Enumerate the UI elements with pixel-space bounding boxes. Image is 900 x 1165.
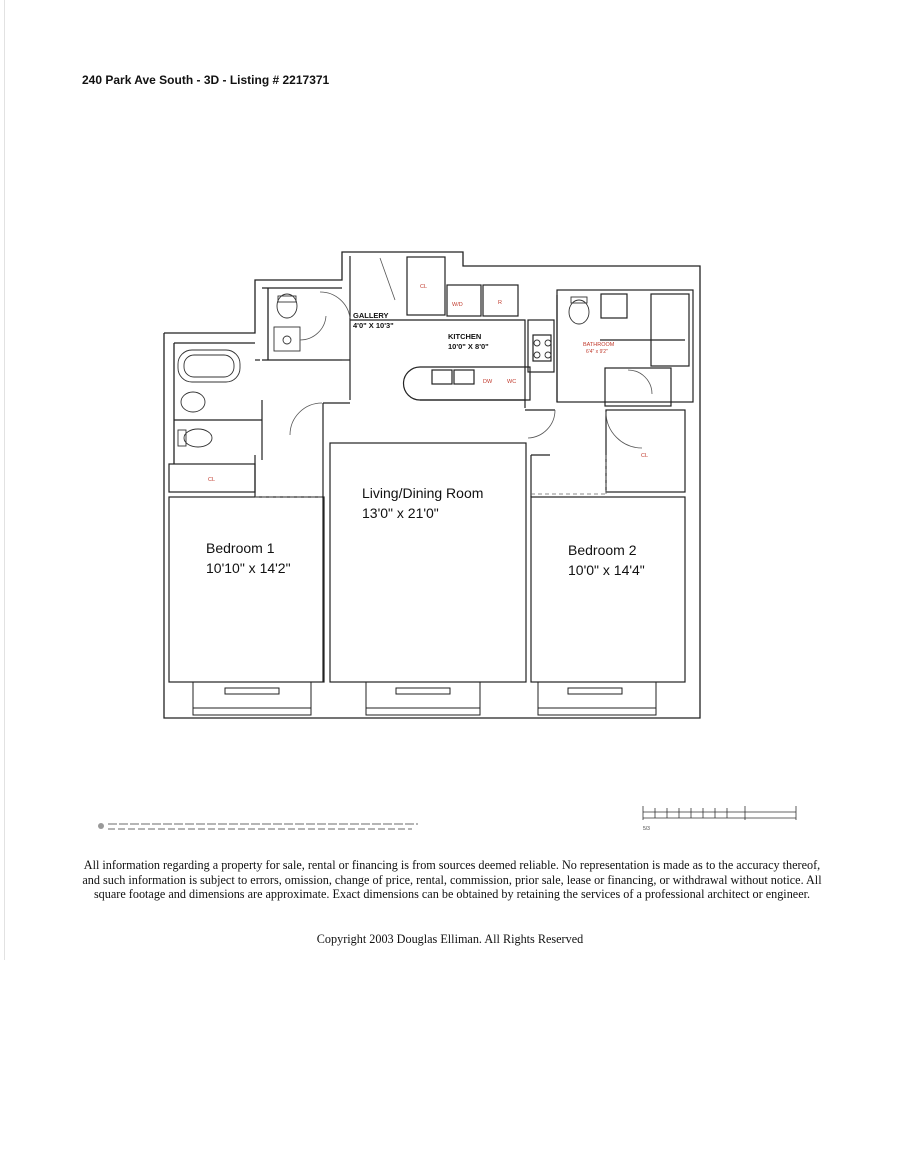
copyright-text: Copyright 2003 Douglas Elliman. All Rights Reserved: [316, 932, 584, 946]
refrigerator-label: R: [498, 300, 502, 306]
dishwasher-label: DW: [483, 379, 493, 385]
closet-label-gallery: CL: [420, 284, 428, 290]
wine-cooler-label: WC: [507, 379, 517, 385]
disclaimer-text: All information regarding a property for sale, rental or financing is from sources deemed reliable. No representation is made as to the accuracy thereof, and such information is subject to errors, omission, change of price, rental, commission, prior sale, lease or financing, or withdrawal without notice. All square footage and dimensions are approximate. Exact dimensions can be obtained by retaining the services of a professional architect or engineer.: [82, 858, 822, 901]
closet-label-bedroom2: CL: [641, 453, 649, 459]
bedroom2-name: Bedroom 2: [568, 542, 637, 558]
living-room-dims: 13'0" x 21'0": [362, 505, 439, 521]
scale-bar: [643, 806, 796, 820]
closet-label-bedroom1: CL: [208, 477, 216, 483]
bedroom1-dims: 10'10" x 14'2": [206, 560, 291, 576]
washer-dryer-label: W/D: [452, 302, 463, 308]
kitchen-name: KITCHEN: [448, 332, 482, 341]
fine-print: [98, 823, 418, 829]
kitchen-dims: 10'0" X 8'0": [448, 342, 489, 351]
bathroom-dims: 6'4" x 9'2": [586, 349, 608, 355]
interior-walls: [169, 256, 693, 682]
bathroom-name: BATHROOM: [583, 342, 615, 348]
gallery-name: GALLERY: [353, 311, 389, 320]
scale-label: 5/3: [643, 826, 650, 832]
bedroom2-dims: 10'0" x 14'4": [568, 562, 645, 578]
windows: [193, 682, 656, 715]
listing-title: 240 Park Ave South - 3D - Listing # 2217371: [82, 73, 330, 87]
gallery-dims: 4'0" X 10'3": [353, 321, 394, 330]
bedroom1-name: Bedroom 1: [206, 540, 275, 556]
living-room-name: Living/Dining Room: [362, 485, 484, 501]
